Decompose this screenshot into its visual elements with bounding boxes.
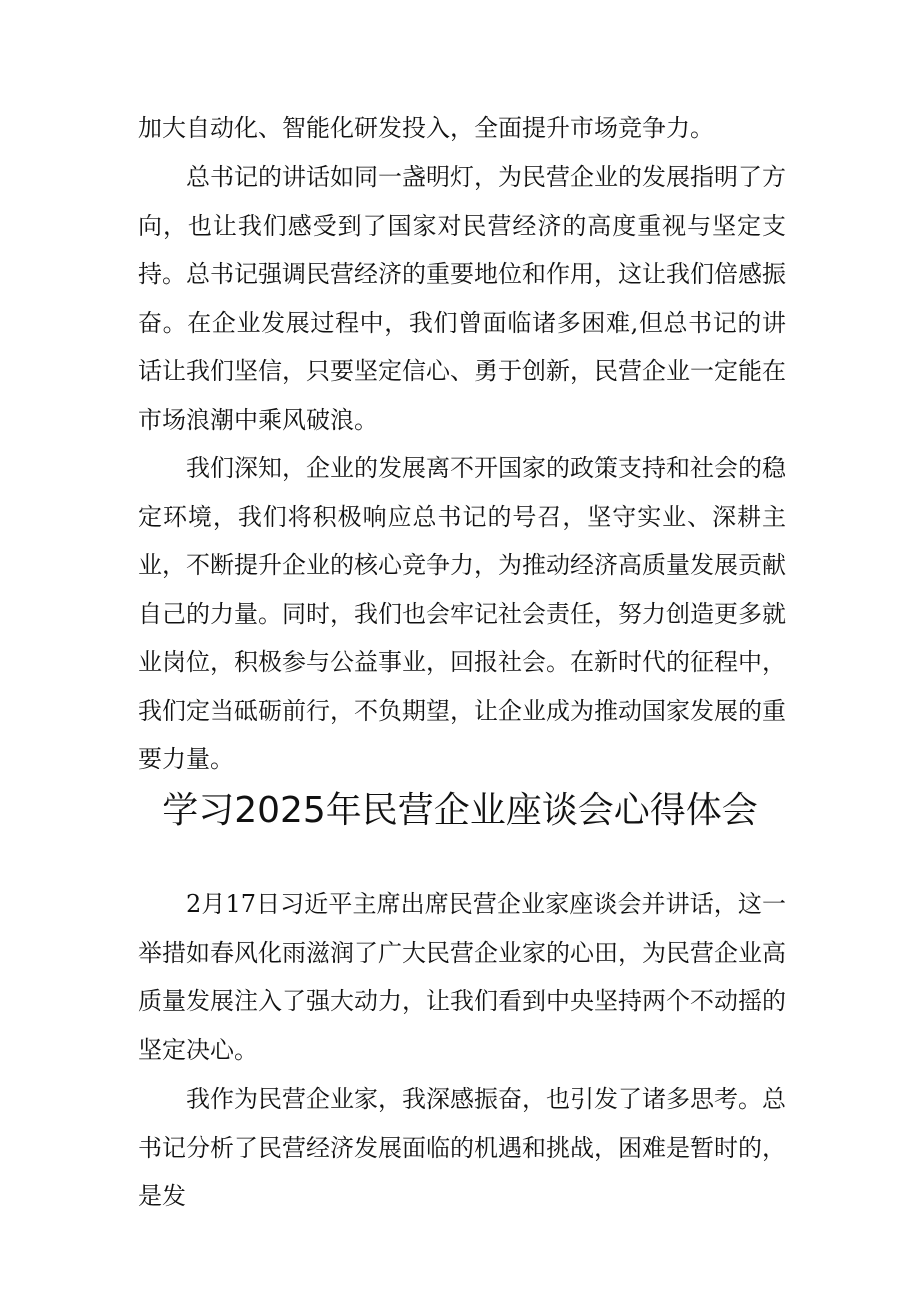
paragraph-symposium-intro: 2月17日习近平主席出席民营企业家座谈会并讲话，这一举措如春风化雨滋润了广大民营企业家的心田，为民营企业高质量发展注入了强大动力，让我们看到中央坚持两个不动摇的坚定决心。 [138,890,786,1064]
paragraph-enterprise-commitment: 我们深知，企业的发展离不开国家的政策支持和社会的稳定环境，我们将积极响应总书记的号召，坚守实业、深耕主业，不断提升企业的核心竞争力，为推动经济高质量发展贡献自己的力量。同时，我们也会牢记社会责任，努力创造更多就业岗位，积极参与公益事业，回报社会。在新时代的征程中，我们定当砥砺前行，不负期望，让企业成为推动国家发展的重要力量。 [138,454,786,773]
paragraph-continuation: 加大自动化、智能化研发投入，全面提升市场竞争力。 [138,114,714,142]
section-title: 学习2025年民营企业座谈会心得体会 [162,790,758,831]
paragraph-reflection: 我作为民营企业家，我深感振奋，也引发了诸多思考。总书记分析了民营经济发展面临的机遇和挑战，困难是暂时的，是发 [138,1085,786,1210]
paragraph-speech-impact: 总书记的讲话如同一盏明灯，为民营企业的发展指明了方向，也让我们感受到了国家对民营经济的高度重视与坚定支持。总书记强调民营经济的重要地位和作用，这让我们倍感振奋。在企业发展过程中，我们曾面临诸多困难,但总书记的讲话让我们坚信，只要坚定信心、勇于创新，民营企业一定能在市场浪潮中乘风破浪。 [138,163,786,434]
